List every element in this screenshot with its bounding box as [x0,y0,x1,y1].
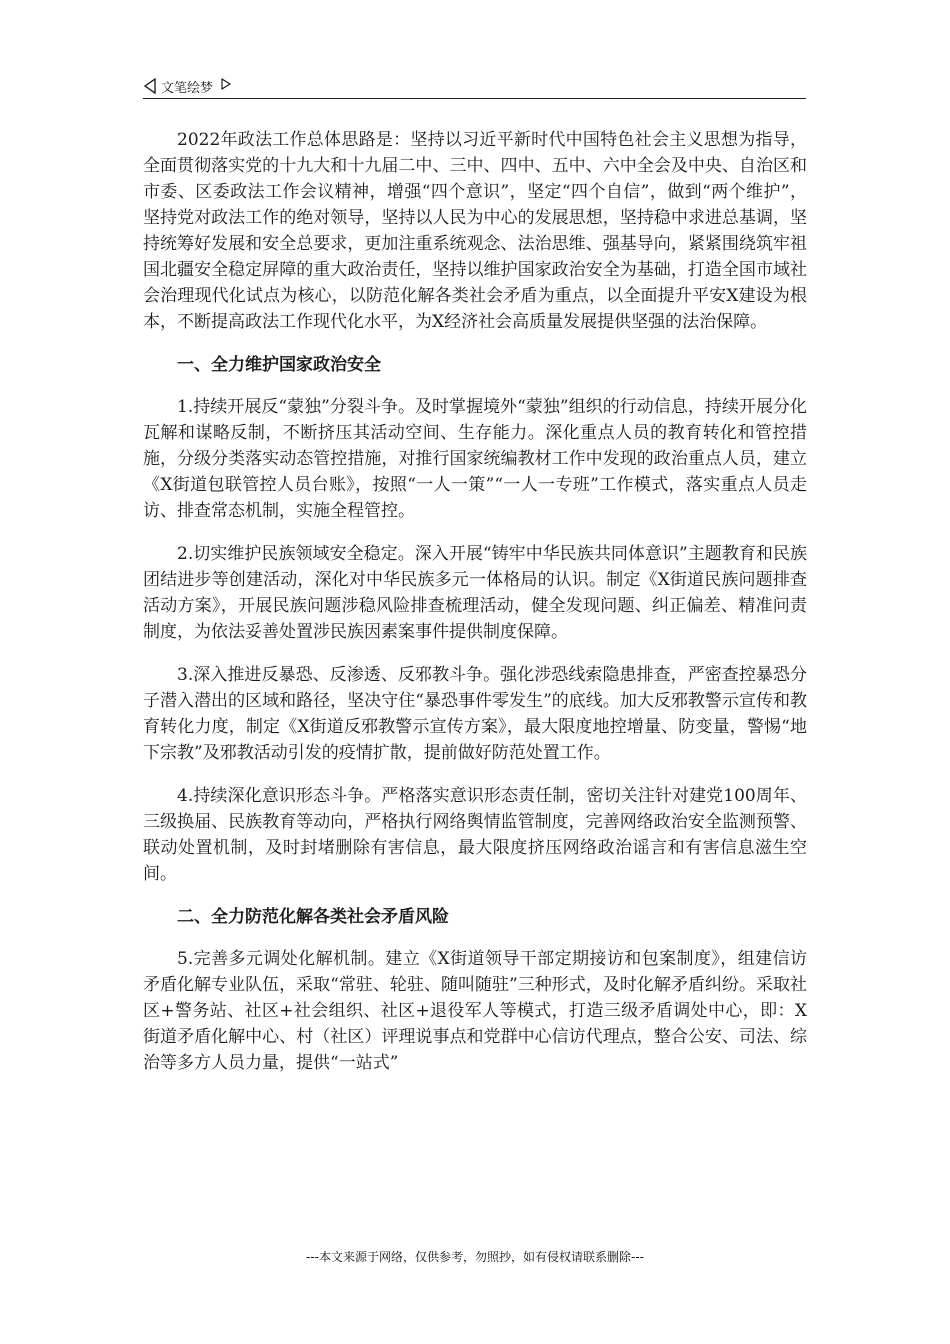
footer-notice: ---本文来源于网络，仅供参考，勿照抄，如有侵权请联系删除--- [306,1250,644,1264]
brand [143,76,235,96]
paragraph-1: 1.持续开展反“蒙独”分裂斗争。及时掌握境外“蒙独”组织的行动信息，持续开展分化瓦解和谋略反制，不断挤压其活动空间、生存能力。深化重点人员的教育转化和管控措施，分级分类落实动态管控措施，对推行国家统编教材工作中发现的政治重点人员，建立《X街道包联管控人员台账》，按照“一人一策”“一人一专班”工作模式，落实重点人员走访、排查常态机制，实施全程管控。 [143,397,807,521]
triangle-right-icon [221,78,235,94]
paragraph-4: 4.持续深化意识形态斗争。严格落实意识形态责任制，密切关注针对建党100周年、三级换届、民族教育等动向，严格执行网络舆情监管制度，完善网络政治安全监测预警、联动处置机制，及时封堵删除有害信息，最大限度挤压网络政治谣言和有害信息滋生空间。 [143,786,807,884]
section-heading-1: 一、全力维护国家政治安全 [177,355,381,375]
brand-name: 文笔绘梦 [161,80,214,96]
document-body [143,127,807,1093]
page-header [143,76,806,99]
intro-paragraph: 2022年政法工作总体思路是：坚持以习近平新时代中国特色社会主义思想为指导，全面贯彻落实党的十九大和十九届二中、三中、四中、五中、六中全会及中央、自治区和市委、区委政法工作会议精神，增强“四个意识”，坚定“四个自信”，做到“两个维护”，坚持党对政法工作的绝对领导，坚持以人民为中心的发展思想，坚持稳中求进总基调，坚持统筹好发展和安全总要求，更加注重系统观念、法治思维、强基导向，紧紧围绕筑牢祖国北疆安全稳定屏障的重大政治责任，坚持以维护国家政治安全为基础，打造全国市域社会治理现代化试点为核心，以防范化解各类社会矛盾为重点，以全面提升平安X建设为根本，不断提高政法工作现代化水平，为X经济社会高质量发展提供坚强的法治保障。 [143,130,807,332]
triangle-left-icon [143,78,157,94]
paragraph-3: 3.深入推进反暴恐、反渗透、反邪教斗争。强化涉恐线索隐患排查，严密查控暴恐分子潜入潜出的区域和路径，坚决守住“暴恐事件零发生”的底线。加大反邪教警示宣传和教育转化力度，制定《X街道反邪教警示宣传方案》，最大限度地控增量、防变量，警惕“地下宗教”及邪教活动引发的疫情扩散，提前做好防范处置工作。 [143,665,807,763]
paragraph-2: 2.切实维护民族领域安全稳定。深入开展“铸牢中华民族共同体意识”主题教育和民族团结进步等创建活动，深化对中华民族多元一体格局的认识。制定《X街道民族问题排查活动方案》，开展民族问题涉稳风险排查梳理活动，健全发现问题、纠正偏差、精准问责制度，为依法妥善处置涉民族因素案事件提供制度保障。 [143,544,807,642]
section-heading-2: 二、全力防范化解各类社会矛盾风险 [177,907,449,927]
paragraph-5: 5.完善多元调处化解机制。建立《X街道领导干部定期接访和包案制度》，组建信访矛盾化解专业队伍，采取“常驻、轮驻、随叫随驻”三种形式，及时化解矛盾纠纷。采取社区+警务站、社区+社会组织、社区+退役军人等模式，打造三级矛盾调处中心，即：X街道矛盾化解中心、村（社区）评理说事点和党群中心信访代理点，整合公安、司法、综治等多方人员力量，提供“一站式” [143,949,807,1073]
